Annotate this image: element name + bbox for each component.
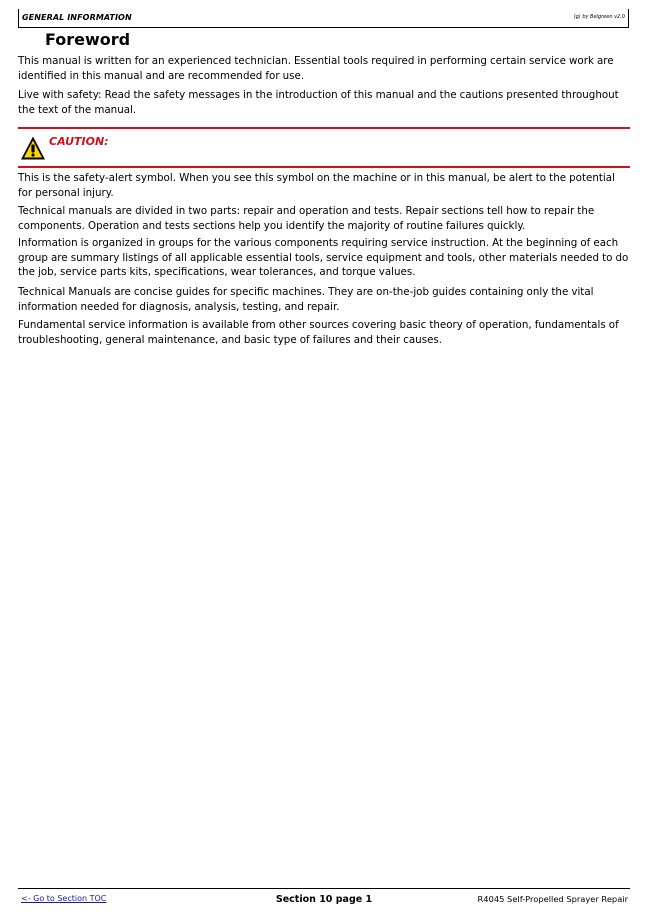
go-to-section-toc-link[interactable]: <- Go to Section TOC [21,894,107,903]
header-section-title: GENERAL INFORMATION [22,13,132,22]
header-credit: (g) by Belgreen v2.0 [573,14,625,20]
page-header [18,9,629,28]
caution-bottom-rule [18,166,630,168]
warning-triangle-icon [20,135,46,161]
page-footer [18,888,630,909]
body-paragraph-4: Technical Manuals are concise guides for specific machines. They are on-the-job guides containing only the vital information needed for diagnosis, analysis, testing, and repair. [18,286,594,313]
footer-page-number: Section 10 page 1 [275,894,373,905]
body-paragraph-5: Fundamental service information is available from other sources covering basic theory of operation, fundamentals of troubleshooting, general maintenance, and basic type of failures and their causes. [18,319,619,346]
footer-document-title: R4045 Self-Propelled Sprayer Repair [477,894,628,904]
body-paragraph-2: Technical manuals are divided in two parts: repair and operation and tests. Repair sections tell how to repair the components. Operation and tests sections help you identify the majority of routine failures quickly. [18,205,595,232]
caution-label: CAUTION: [49,135,109,148]
page-title: Foreword [45,30,131,49]
caution-top-rule [18,127,630,129]
body-paragraph-3: Information is organized in groups for the various components requiring service instruction. At the beginning of each group are summary listings of all applicable essential tools, service equipment and tools, other materials needed to do the job, service parts kits, specifications, wear tolerances, and torque values. [18,237,629,278]
intro-paragraph-2: Live with safety: Read the safety messages in the introduction of this manual and the cautions presented throughout the text of the manual. [18,89,619,116]
body-paragraph-1: This is the safety-alert symbol. When you see this symbol on the machine or in this manual, be alert to the potential for personal injury. [18,172,615,199]
intro-paragraph-1: This manual is written for an experienced technician. Essential tools required in performing certain service work are identified in this manual and are recommended for use. [18,55,614,82]
